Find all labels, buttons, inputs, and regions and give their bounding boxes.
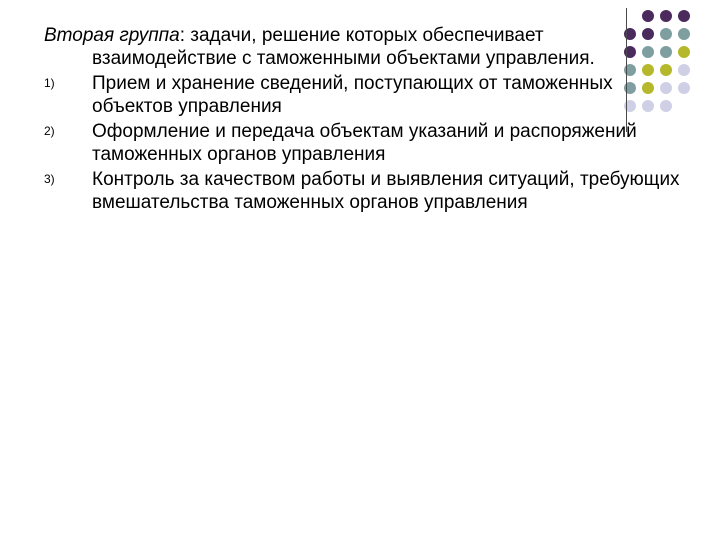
list-item [44,168,684,214]
list-item-text: Прием и хранение сведений, поступающих от таможенных объектов управления [92,73,613,117]
list-item-number: 2) [44,124,55,138]
list-item-text: Оформление и передача объектам указаний и распоряжений таможенных органов управления [92,121,637,165]
dot [642,10,654,22]
intro-text: : задачи, решение которых обеспечивает взаимодействие с таможенными объектами управления. [92,25,595,69]
list-item [44,120,684,166]
dot [660,10,672,22]
list-item-text: Контроль за качеством работы и выявления ситуаций, требующих вмешательства таможенных органов управления [92,169,680,213]
list-item-number: 3) [44,172,55,186]
intro-lead: Вторая группа [44,25,180,46]
dot [678,10,690,22]
list-item [44,72,684,118]
intro-paragraph [44,24,684,70]
slide-body [44,24,684,214]
list-item-number: 1) [44,76,55,90]
